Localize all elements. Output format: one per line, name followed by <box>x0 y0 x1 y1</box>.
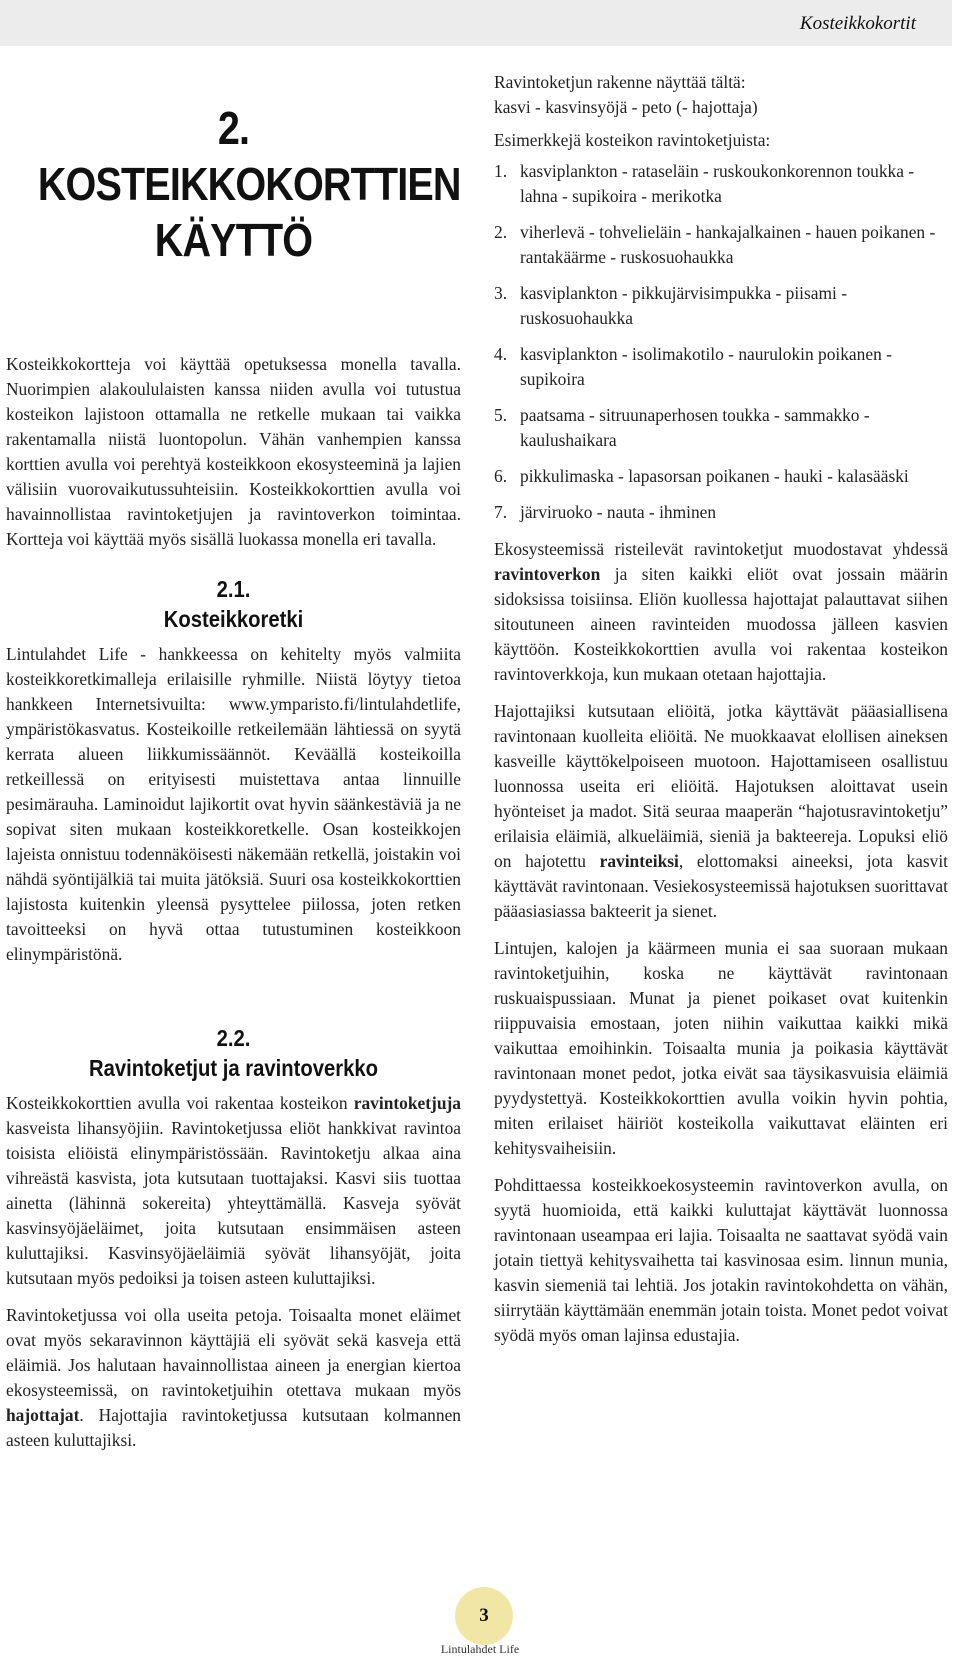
text-run: Hajottajiksi kutsutaan eliöitä, jotka käyttävät pääasiallisena ravintonaan kuolleita eliöitä. Ne muokkaavat elollisen aineksen kasveille käyttökelpoiseen muotoon. Hajottamiseen osallistuu luonnossa useita eri eliöitä. Hajotuksen aloittavat usein hyönteiset ja madot. Sitä seuraa maaperän “hajotusravintoketju” erilaisia eläimiä, alkueläimiä, sieniä ja bakteereja. Lopuksi eliö on hajotettu <box>494 701 948 871</box>
term-hajottajat: hajottajat <box>6 1405 80 1426</box>
section-2-1-body: Lintulahdet Life - hankkeessa on kehitelty myös valmiita kosteikkoretkimalleja erilaisille ryhmille. Niistä löytyy tietoa hankkeen Internetsivuilta: www.ymparisto.fi/lintulahdetlife, ympäristökasvatus. Kosteikoille retkeilemään lähtiessä on syytä kerrata alueen liikkumissäännöt. Keväällä kosteikoilla retkeillessä on erityisesti muistettava antaa linnuille pesimärauha. Laminoidut lajikortit ovat hyvin säänkestäviä ja ne sopivat siten mukaan kosteikkoretkelle. Osan kosteikkojen lajeista onnistuu todennäköisesti näkemään retkellä, joistakin voi nähdä syöntijälkiä tai muita jätöksiä. Suuri osa kosteikkokorttien lajistosta kuitenkin yleensä pysyttelee piilossa, joten retken tavoitteeksi on hyvä ottaa tutustuminen kosteikkoon elinympäristönä. <box>6 644 461 965</box>
list-item-number: 1. <box>494 161 508 181</box>
ecosystem-paragraph <box>494 537 948 687</box>
text-run: ja siten kaikki eliöt ovat jossain määrin sidoksissa toisiinsa. Eliön kuollessa hajottajat palauttavat siihen sitoutuneen aineen ravinteiden muodossa jälleen kasvien käyttöön. Kosteikkokorttien avulla voi rakentaa kosteikon ravintoverkkoja, kun mukaan otetaan hajottajia. <box>494 564 948 684</box>
chapter-title: KOSTEIKKOKORTTIEN KÄYTTÖ <box>37 158 461 267</box>
section-2-1-number: 2.1. <box>216 576 251 603</box>
list-item-text: paatsama - sitruunaperhosen toukka - sammakko - kaulushaikara <box>520 405 870 450</box>
section-2-2-number: 2.2. <box>216 1025 251 1052</box>
list-item-number: 5. <box>494 405 508 425</box>
list-item-text: järviruoko - nauta - ihminen <box>520 502 717 522</box>
list-item-text: kasviplankton - pikkujärvisimpukka - piisami - ruskosuohaukka <box>520 283 847 328</box>
structure-line-2: kasvi - kasvinsyöjä - peto (- hajottaja) <box>494 97 758 117</box>
structure-paragraph <box>494 70 948 120</box>
list-item-text: viherlevä - tohvelieläin - hankajalkainen - hauen poikanen - rantakäärme - ruskosuohaukka <box>520 222 936 267</box>
header-title: Kosteikkokortit <box>799 13 916 34</box>
list-item-number: 3. <box>494 283 508 303</box>
considerations-paragraph: Pohdittaessa kosteikkoekosysteemin ravintoverkon avulla, on syytä huomioida, että kaikki kuluttajat käyttävät luonnossa ravintonaan useampaa eri lajia. Toisaalta ne saattavat syödä vain jotain tiettyä kehitysvaihetta tai kasvinosaa esim. linnun munia, kasvin siemeniä tai lehtiä. Jos jotakin ravintokohdetta on vähän, siirrytään käyttämään enemmän jotain toista. Monet pedot voivat syödä myös oman lajinsa edustajia. <box>494 1175 948 1345</box>
chapter-number: 2. <box>217 102 250 154</box>
list-item <box>494 500 948 525</box>
left-column <box>6 70 461 1465</box>
header-bar <box>0 0 952 46</box>
chapter-heading <box>37 100 461 268</box>
section-2-2-paragraph-2 <box>6 1303 461 1453</box>
list-item-text: kasviplankton - isolimakotilo - naurulokin poikanen - supikoira <box>520 344 892 389</box>
examples-label: Esimerkkejä kosteikon ravintoketjuista: <box>494 130 771 150</box>
food-chain-list <box>494 159 948 525</box>
footer-project-name: Lintulahdet Life <box>440 1642 520 1656</box>
section-2-1-title: Kosteikkoretki <box>163 606 304 633</box>
term-ravinteiksi: ravinteiksi <box>599 851 679 871</box>
term-ravintoketjuja: ravintoketjuja <box>353 1093 461 1114</box>
text-run: , elottomaksi aineeksi, jota kasvit käyttävät ravintonaan. Vesiekosysteemissä hajotuksen suorittavat pääasiasiassa bakteerit ja sienet. <box>494 851 949 921</box>
section-2-1-heading <box>33 574 433 634</box>
list-item-text: kasviplankton - rataseläin - ruskoukonkorennon toukka - lahna - supikoira - merikotka <box>520 161 915 206</box>
intro-paragraph: Kosteikkokortteja voi käyttää opetuksessa monella tavalla. Nuorimpien alakoululaisten kanssa niiden avulla voi tutustua kosteikon lajistoon ottamalla ne retkelle mukaan tai vaikka rakentamalla niistä luontopolun. Vähän vanhempien kanssa korttien avulla voi perehtyä kosteikkoon ekosysteeminä ja lajien välisiin vuorovaikutussuhteisiin. Kosteikkokorttien avulla voi havainnollistaa ravintoketjujen ja ravintoverkon toimintaa. Kortteja voi käyttää myös sisällä luokassa monella eri tavalla. <box>6 354 461 550</box>
text-run: Ravintoketjussa voi olla useita petoja. Toisaalta monet eläimet ovat myös sekaravinnon käyttäjiä eli syövät sekä kasveja että eläimiä. Jos halutaan havainnollistaa aineen ja energian kiertoa ekosysteemissä, on ravintoketjuihin otettava mukaan myös <box>6 1305 461 1401</box>
text-run: Ekosysteemissä risteilevät ravintoketjut muodostavat yhdessä <box>494 539 948 559</box>
list-item <box>494 281 948 331</box>
list-item-number: 2. <box>494 222 508 242</box>
page-number-badge: 3 <box>455 1587 513 1645</box>
list-item-number: 4. <box>494 344 508 364</box>
section-2-2-paragraph-1 <box>6 1091 461 1291</box>
list-item <box>494 403 948 453</box>
list-item-text: pikkulimaska - lapasorsan poikanen - hauki - kalasääski <box>520 466 909 486</box>
text-run: Kosteikkokorttien avulla voi rakentaa kosteikon <box>6 1093 354 1114</box>
right-column <box>494 70 948 1360</box>
list-item <box>494 342 948 392</box>
eggs-paragraph: Lintujen, kalojen ja käärmeen munia ei saa suoraan mukaan ravintoketjuihin, koska ne käyttävät ravintonaan ruskuaispussiaan. Munat ja pienet poikaset ovat kuitenkin riippuvaisia emostaan, joten niihin vaikuttaa kaikki mikä vaikuttaa emoihinkin. Toisaalta munia ja poikasia käyttävät ravintonaan monet pedot, jotka eivät saa täysikasvuisia eläimiä pyydystettyä. Kosteikkokorttien avulla voikin hyvin pohtia, miten erilaiset häiriöt kosteikolla vaikuttavat eläinten eri kehitysvaiheisiin. <box>494 938 948 1158</box>
list-item <box>494 220 948 270</box>
list-item-number: 6. <box>494 466 508 486</box>
term-ravintoverkon: ravintoverkon <box>494 564 601 584</box>
decomposers-paragraph <box>494 699 948 924</box>
list-item-number: 7. <box>494 502 508 522</box>
structure-line-1: Ravintoketjun rakenne näyttää tältä: <box>494 72 746 92</box>
section-2-2-heading <box>33 1023 433 1083</box>
section-2-2-title: Ravintoketjut ja ravintoverkko <box>88 1055 379 1082</box>
list-item <box>494 464 948 489</box>
text-run: kasveista lihansyöjiin. Ravintoketjussa eliöt hankkivat ravintoa toisista eliöistä elinympäristössään. Ravintoketju alkaa aina vihreästä kasvista, jota kutsutaan tuottajaksi. Kasvi siis tuottaa ainetta (lähinnä sokereita) yhteyttämällä. Kasveja syövät kasvinsyöjäeläimet, joita kutsutaan ensimmäisen asteen kuluttajiksi. Kasvinsyöjäeläimiä syövät lihansyöjät, joita kutsutaan myös pedoiksi ja toisen asteen kuluttajiksi. <box>6 1118 461 1289</box>
list-item <box>494 159 948 209</box>
text-run: . Hajottajia ravintoketjussa kutsutaan kolmannen asteen kuluttajiksi. <box>6 1405 461 1451</box>
